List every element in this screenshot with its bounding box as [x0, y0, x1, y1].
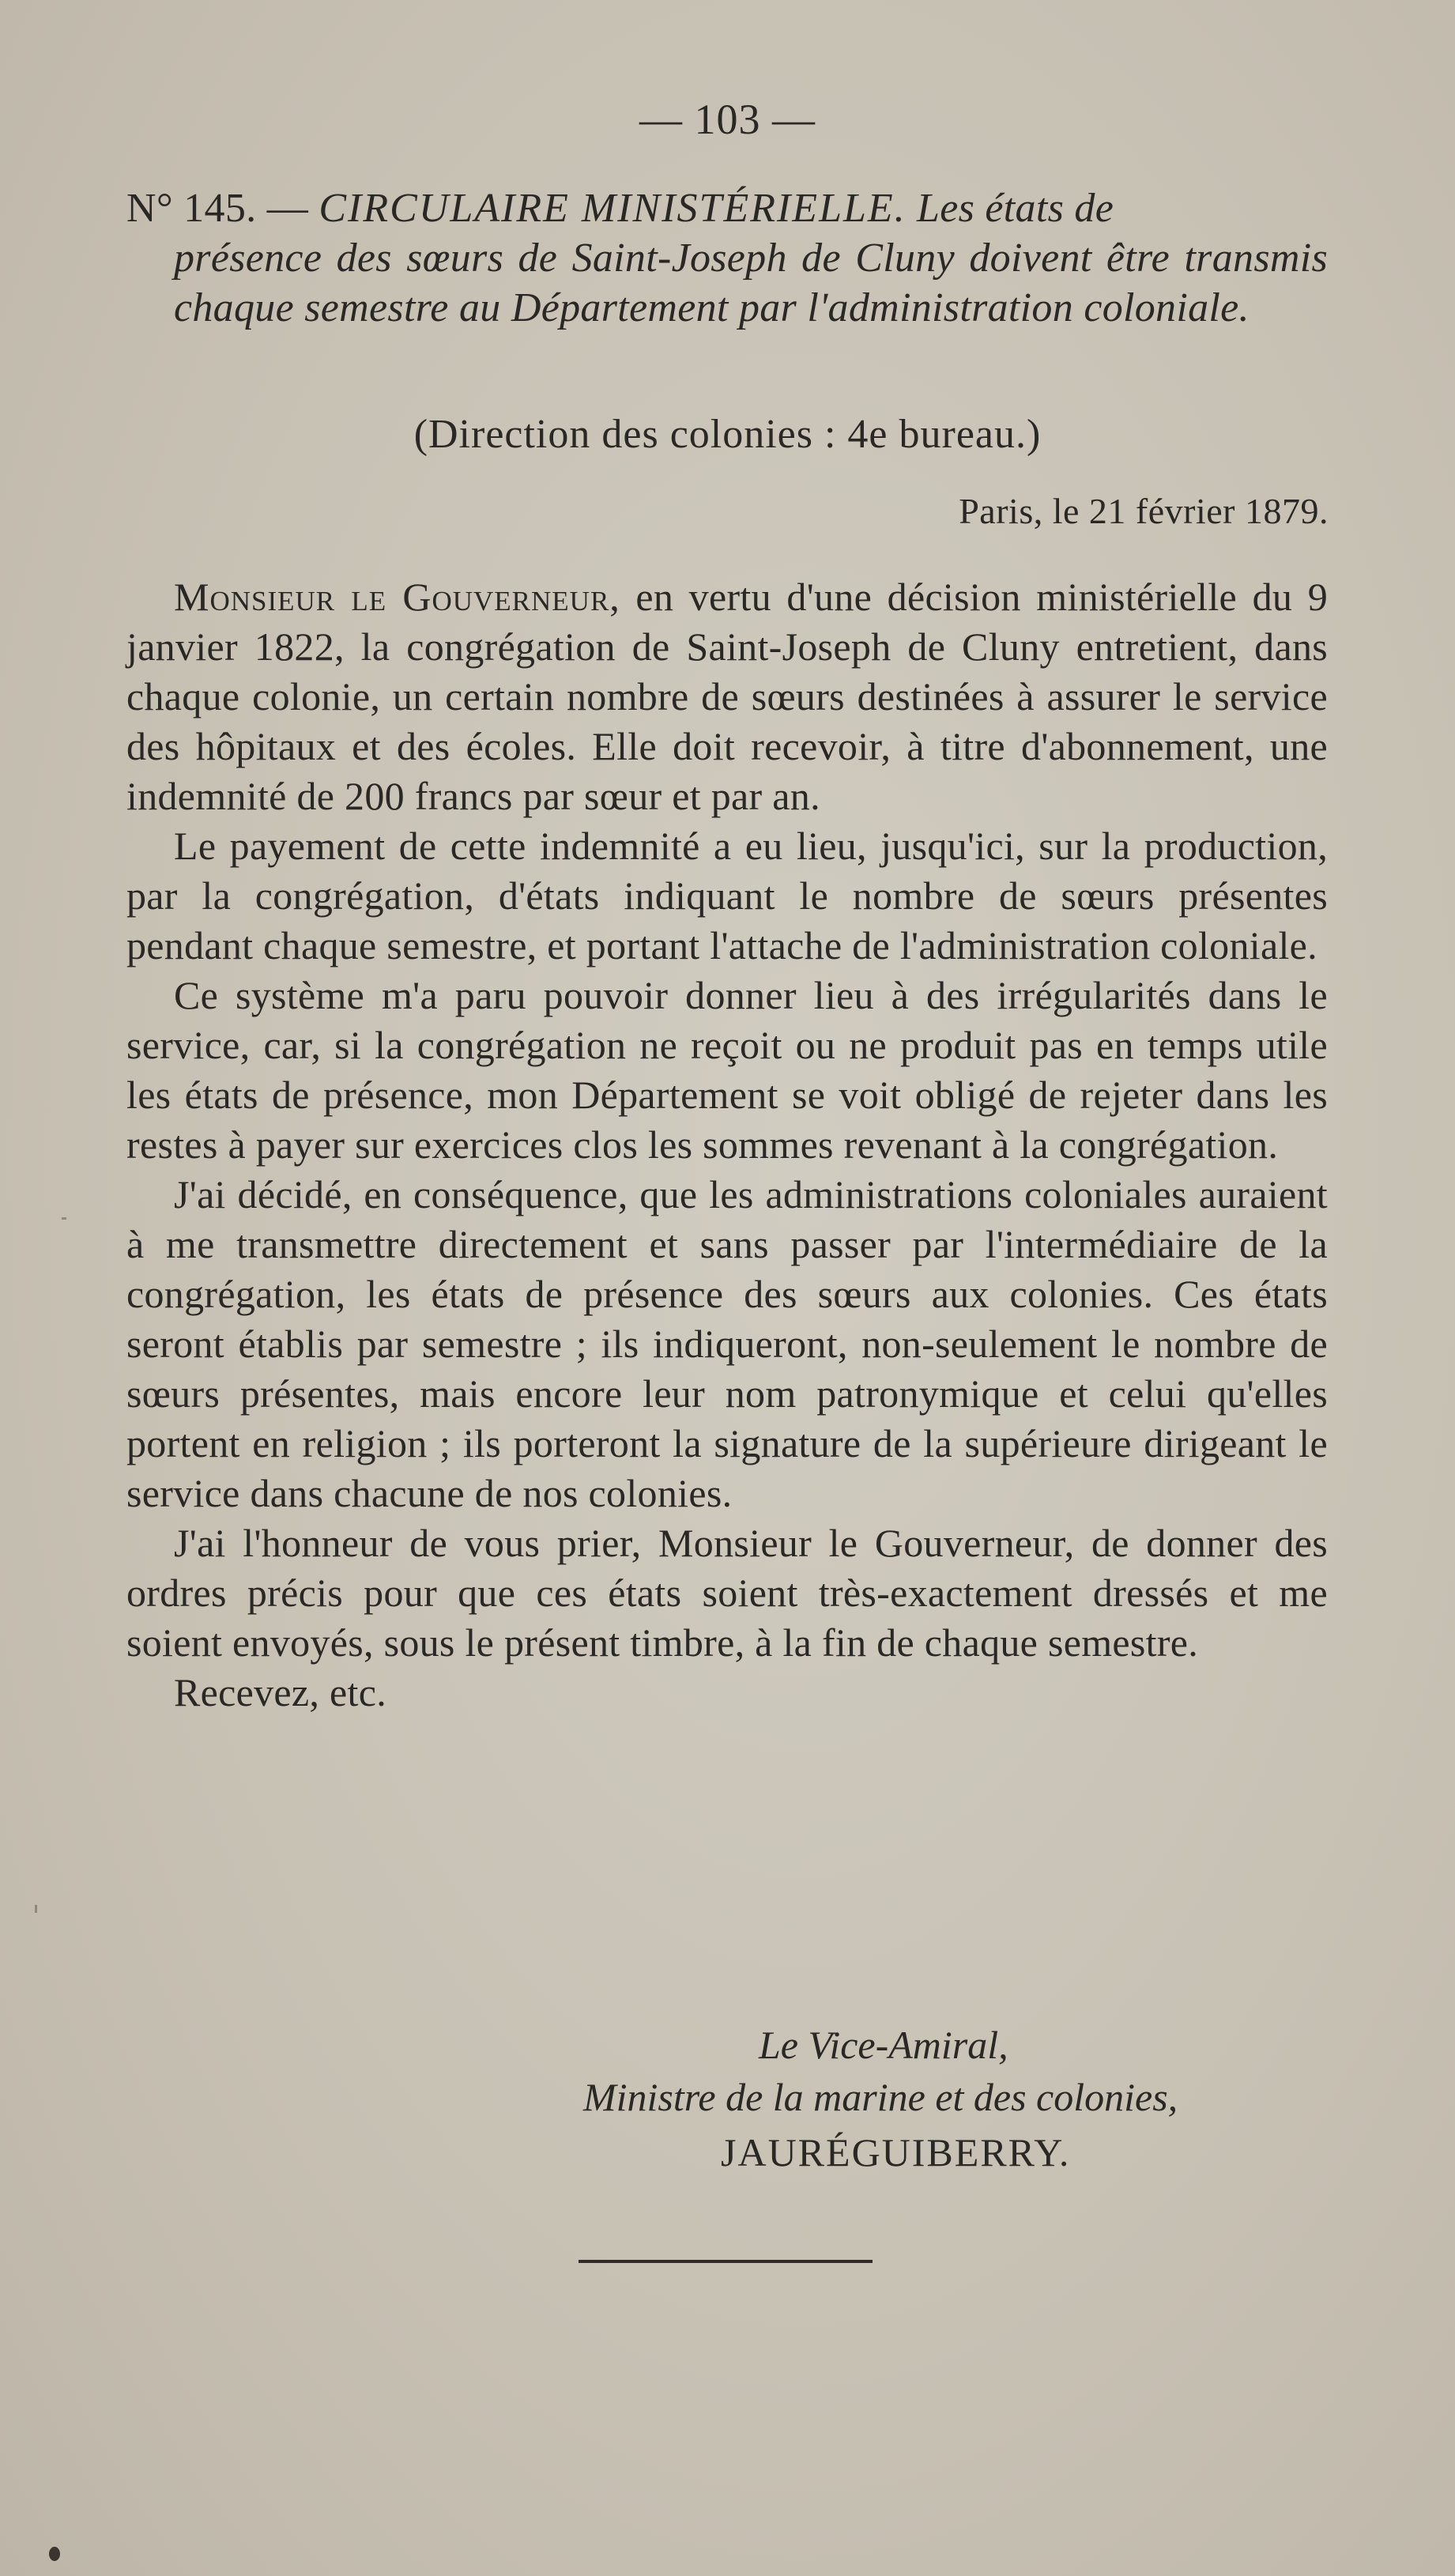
paragraph-4: J'ai décidé, en conséquence, que les administrations coloniales auraient à me transmettre directement et sans passer par l'intermédiaire de la congrégation, les états de présence des sœurs aux colonies. Ces états seront établis par semestre ; ils indiqueront, non-seulement le nombre de sœurs présentes, mais encore leur nom patronymique et celui qu'elles portent en religion ; ils porteront la signature de la supérieure dirigeant le service dans chacune de nos colonies.	[126, 1172, 1328, 1515]
document-heading	[126, 183, 1328, 333]
signature-name: JAURÉGUIBERRY.	[721, 2130, 1071, 2174]
dateline: Paris, le 21 février 1879.	[959, 491, 1329, 531]
ink-dot	[49, 2547, 60, 2561]
document-number: N° 145. —	[126, 186, 309, 231]
paragraph-3: Ce système m'a paru pouvoir donner lieu à des irrégularités dans le service, car, si la congrégation ne reçoit ou ne produit pas en temps utile les états de présence, mon Département se voit obligé de rejeter dans les restes à payer sur exercices clos les sommes revenant à la congrégation.	[126, 973, 1328, 1167]
paper-speck	[62, 1217, 66, 1220]
signature-rank: Le Vice-Amiral,	[759, 2023, 1008, 2067]
paragraph-5: J'ai l'honneur de vous prier, Monsieur le Gouverneur, de donner des ordres précis pour que ces états soient très-exactement dressés et me soient envoyés, sous le présent timbre, à la fin de chaque semestre.	[126, 1521, 1328, 1665]
salutation: Monsieur le Gouverneur,	[174, 575, 620, 619]
direction-line: (Direction des colonies : 4e bureau.)	[413, 412, 1042, 457]
closing-formula: Recevez, etc.	[174, 1670, 386, 1714]
signature-title: Ministre de la marine et des colonies,	[583, 2075, 1178, 2119]
end-rule	[579, 2260, 873, 2263]
heading-summary: présence des sœurs de Saint-Joseph de Cluny doivent être transmis chaque semestre au Département par l'administration coloniale.	[174, 236, 1328, 330]
letter-body	[126, 572, 1328, 1718]
paragraph-2: Le payement de cette indemnité a eu lieu, jusqu'ici, sur la production, par la congrégation, d'états indiquant le nombre de sœurs présentes pendant chaque semestre, et portant l'attache de l'administration coloniale.	[126, 824, 1328, 967]
page-number: — 103 —	[639, 96, 816, 143]
paper-speck	[35, 1905, 37, 1913]
heading-lead: Les états de	[916, 186, 1114, 231]
document-title: CIRCULAIRE MINISTÉRIELLE.	[319, 186, 907, 231]
paragraph-1	[126, 572, 1328, 821]
paragraph-1-text: en vertu d'une décision ministérielle du 9 janvier 1822, la congrégation de Saint-Joseph de Cluny entretient, dans chaque colonie, un certain nombre de sœurs destinées à assurer le service des hôpitaux et des écoles. Elle doit recevoir, à titre d'abonnement, une indemnité de 200 francs par sœur et par an.	[126, 575, 1328, 818]
